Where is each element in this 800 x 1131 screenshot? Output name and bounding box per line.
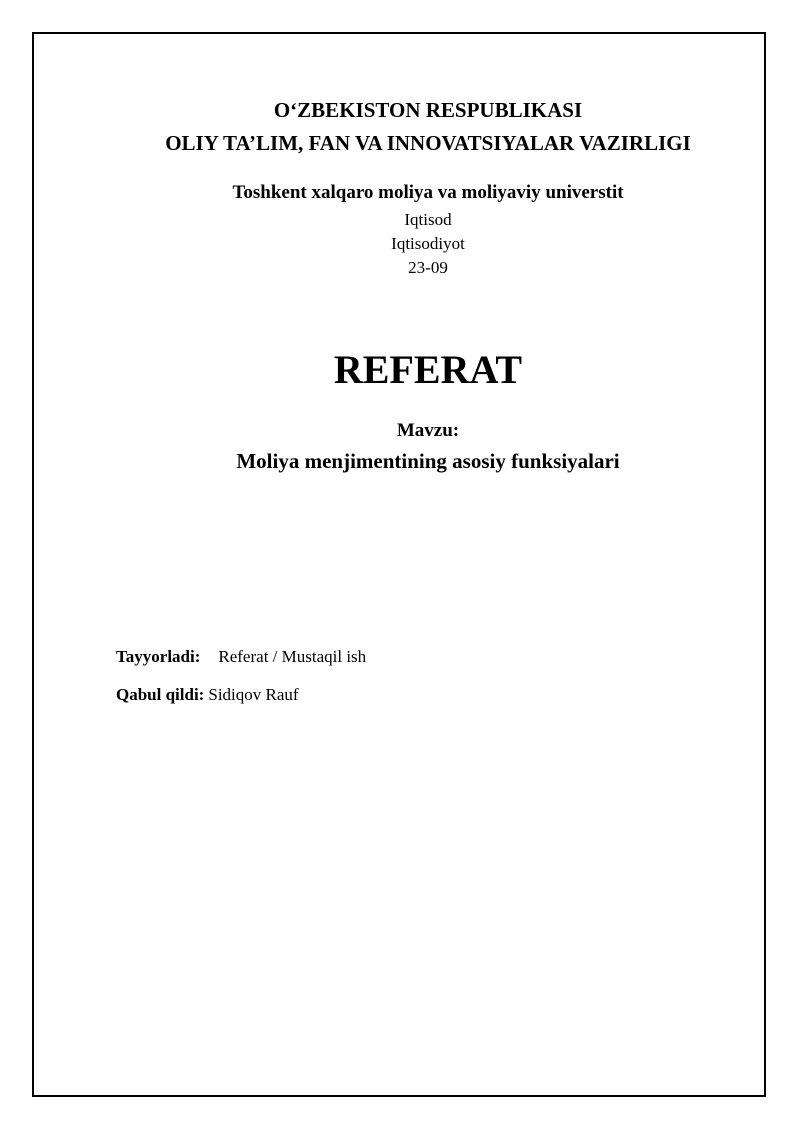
accepted-by-label: Qabul qildi: <box>116 685 205 704</box>
university-name: Toshkent xalqaro moliya va moliyaviy universtit <box>232 182 624 203</box>
prepared-by-row <box>116 647 366 667</box>
document-type-title: REFERAT <box>333 347 523 392</box>
accepted-by-value: Sidiqov Rauf <box>208 685 299 704</box>
ministry-name-line: OLIY TA’LIM, FAN VA INNOVATSIYALAR VAZIRLIGI <box>165 131 691 155</box>
prepared-by-value: Referat / Mustaqil ish <box>218 647 367 666</box>
faculty-name: Iqtisod <box>404 210 452 229</box>
prepared-by-label: Tayyorladi: <box>116 647 201 666</box>
direction-name: Iqtisodiyot <box>391 234 465 253</box>
accepted-by-row <box>116 685 299 705</box>
topic-label: Mavzu: <box>396 420 460 441</box>
ministry-country-line: O‘ZBEKISTON RESPUBLIKASI <box>273 98 583 122</box>
topic-title: Moliya menjimentining asosiy funksiyalari <box>236 449 620 473</box>
group-number: 23-09 <box>408 258 448 277</box>
